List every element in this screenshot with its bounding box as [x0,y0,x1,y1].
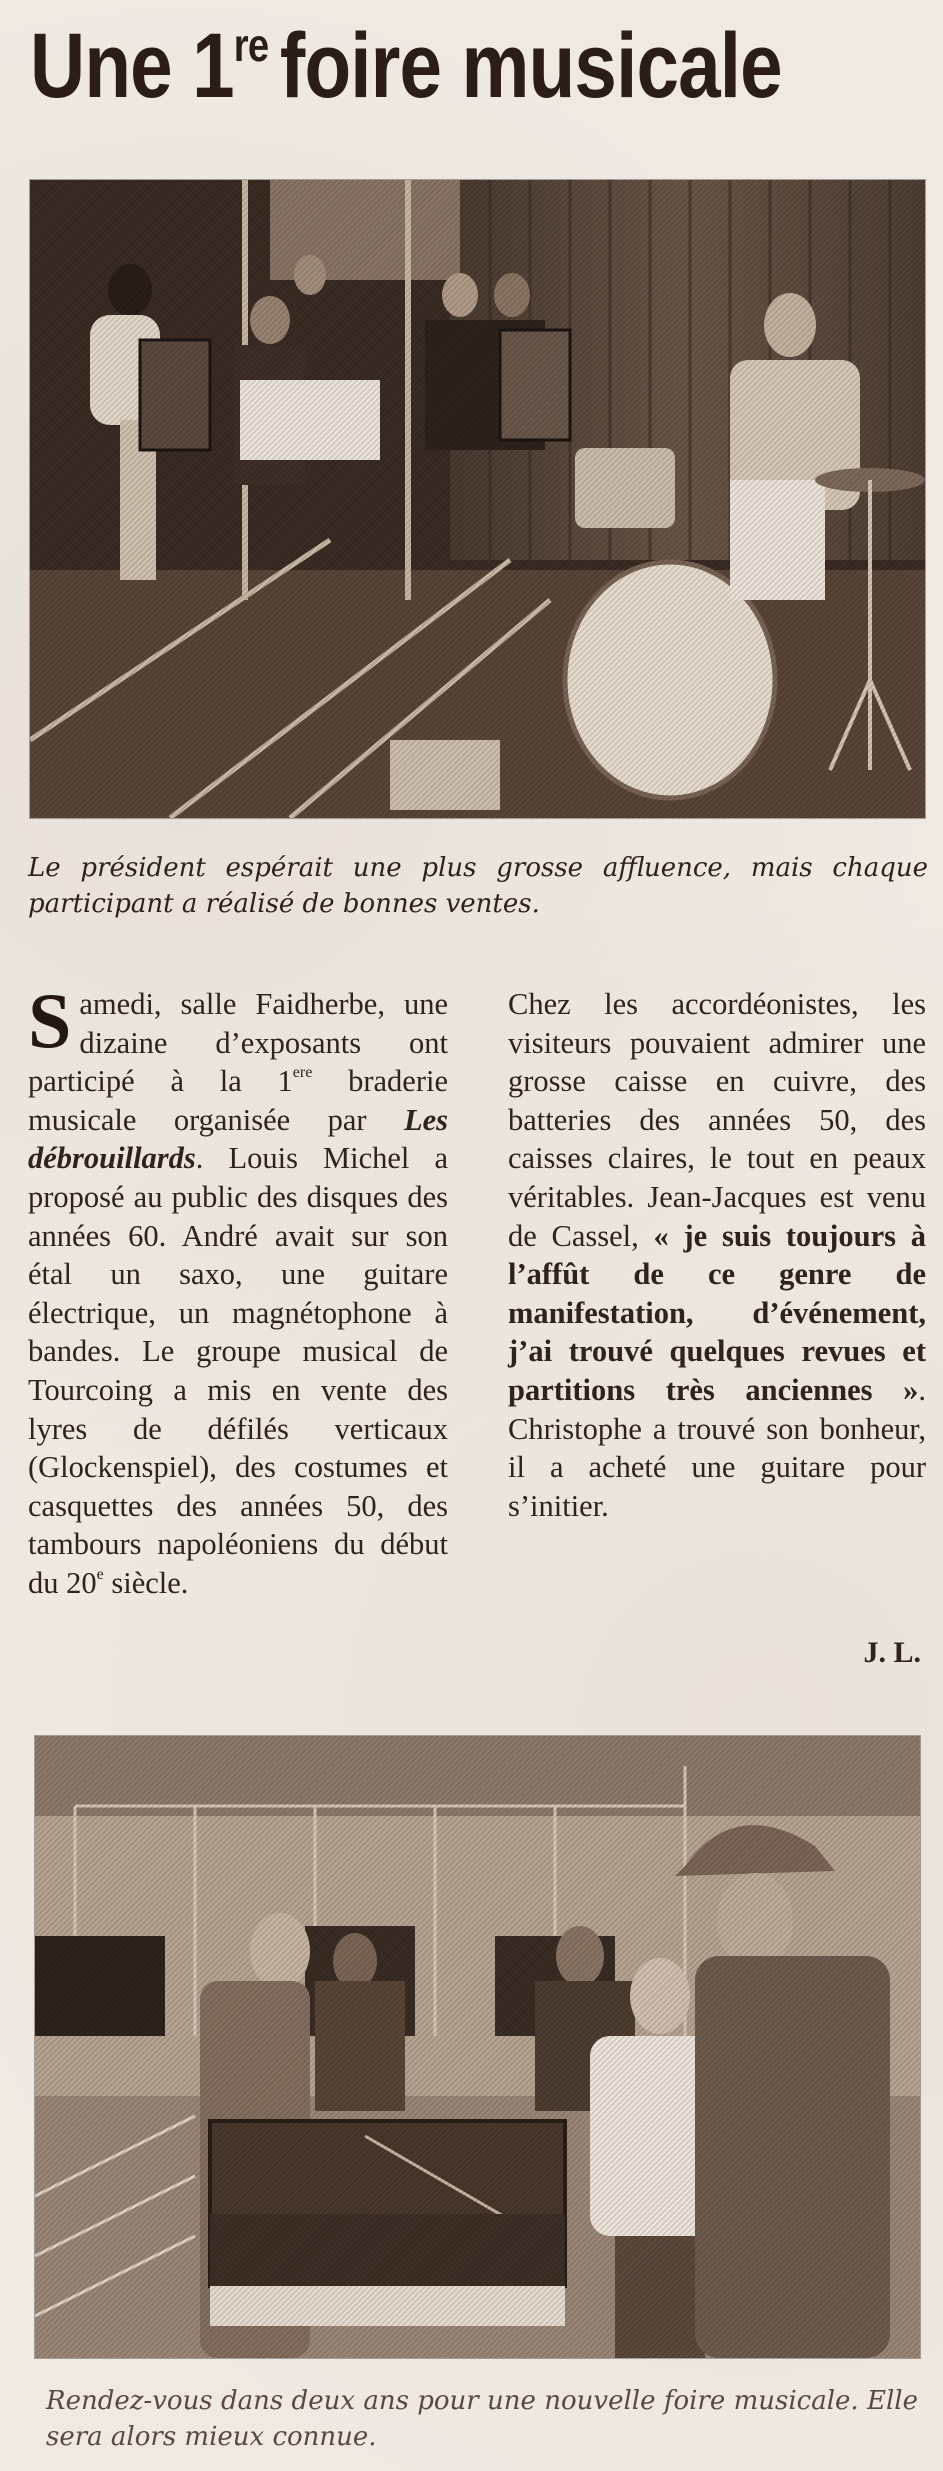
photo-band [30,180,925,818]
article-text-6: . Christophe a trouvé son bonheur, il a acheté une guitare pour s’initier. [508,1372,926,1523]
market-stall-photo-icon [35,1736,920,2358]
photo-caption-bottom: Rendez-vous dans deux ans pour une nouvelle foire musicale. Elle sera alors mieux connue. [46,2386,918,2452]
article-text-1: amedi, salle Faidherbe, une dizaine d’exposants ont participé à la 1 [28,987,448,1099]
century-suffix: e [96,1565,104,1583]
photo-stall [35,1736,920,2358]
band-photo-icon [30,180,925,818]
headline-post: foire musicale [279,15,782,117]
article-text-3: . Louis Michel a proposé au public des disques des années 60. André avait sur son étal un saxo, une guitare électrique, un magnétophone à bandes. Le groupe musical de Tourcoing a mis en vente des lyres de défilés verticaux (Glockenspiel), des costumes et casquettes des années 50, des tambours napoléoniens du début du 20 [28,1141,448,1600]
headline [30,15,782,117]
byline: J. L. [863,1636,921,1669]
article-text-4: siècle. [103,1565,189,1600]
article-text-5: Chez les accordéonistes, les visiteurs pouvaient admirer une grosse caisse en cuivre, des batteries des années 50, des caisses claires, le tout en peaux véritables. Jean-Jacques est venu de Cassel, [508,987,926,1253]
photo-caption-top: Le président espérait une plus grosse affluence, mais chaque participant a réalisé de bonnes ventes. [28,853,928,919]
headline-pre: Une 1 [30,15,234,117]
article-column-left [28,977,448,1603]
article-column-right [508,985,926,1525]
quote: « je suis toujours à l’affût de ce genre de manifestation, d’événement, j’ai trouvé quelques revues et partitions très anciennes » [508,1218,927,1407]
drop-cap: S [28,977,72,1064]
headline-ordinal: re [233,19,269,71]
ordinal-suffix: ere [292,1064,313,1082]
organizer-name: Les débrouillards [28,1102,448,1176]
article-text-2: braderie musicale organisée par [28,1064,448,1137]
